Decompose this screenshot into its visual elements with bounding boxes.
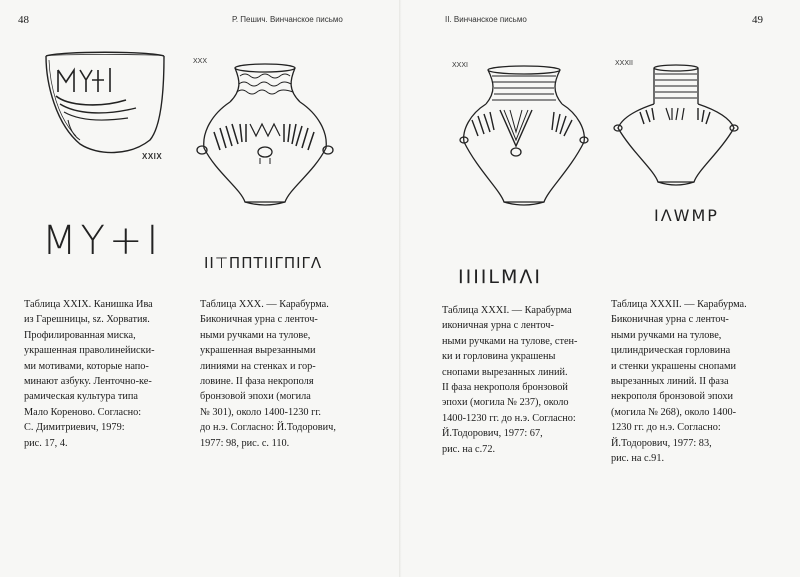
running-head: II. Винчанское письмо — [445, 15, 527, 24]
plate-number-label: XXXII — [615, 60, 633, 67]
plate-number-label: XXIX — [142, 152, 163, 161]
plate-caption: Таблица XXXII. — Карабурма. Биконичная урна с ленточ- ными ручками на тулове, цилиндрическая горловина и стенки украшены снопами вырезанных линий. II фаза некрополя бронзовой эпохи (могила № 268), около 1400- 1230 гг. до н.э. Согласно: Й.Тодорович, 1977: 83, рис. на с.91. — [611, 299, 747, 465]
urn-drawing-icon — [456, 62, 590, 210]
running-head: Р. Пешич. Винчанское письмо — [232, 15, 343, 24]
page-number: 49 — [752, 14, 763, 26]
bowl-drawing-icon — [40, 48, 170, 160]
sign-sequence: ΙΛWΜΡ — [654, 206, 719, 225]
plate-number-label: XXXI — [452, 62, 468, 69]
sign-sequence: ΙΙΙΙLΜΛΙ — [458, 266, 542, 288]
page-number: 48 — [18, 14, 29, 26]
plate-caption: Таблица XXX. — Карабурма. Биконичная урна с ленточ- ными ручками на тулове, украшенная вырезанными линиями на стенках и гор- ловине. II фаза некрополя бронзовой эпохи (могила № 301), около 1400-1230 гг. до н.э. Согласно: Й.Тодорович, 1977: 98, рис. с. 110. — [200, 299, 336, 449]
urn-drawing-icon — [610, 62, 740, 192]
plate-number-label: XXX — [193, 58, 208, 65]
sign-sequence: ΙΙ⊤ΠΠΤΙΙΓΠΙΓΛ — [204, 254, 323, 272]
sign-sequence: ΜΥ+Ι — [42, 218, 163, 264]
urn-drawing-icon — [190, 62, 340, 212]
plate-caption: Таблица XXIX. Канишка Ива из Гарешницы, sz. Хорватия. Профилированная миска, украшенная праволинейиски- ми мотивами, которые напо- минают азбуку. Ленточно-ке- рамическая культура типа Мало Кореново. Согласно: С. Димитриевич, 1979: рис. 17, 4. — [24, 299, 155, 449]
plate-caption: Таблица XXXI. — Карабурма иконичная урна с ленточ- ными ручками на тулове, стен- ки и горловина украшены снопами вырезанных линий. II фаза некрополя бронзовой эпохи (могила № 237), около 1400-1230 гг. до н.э. Согласно: Й.Тодорович, 1977: 67, рис. на с.72. — [442, 305, 578, 455]
right-page — [402, 0, 800, 577]
